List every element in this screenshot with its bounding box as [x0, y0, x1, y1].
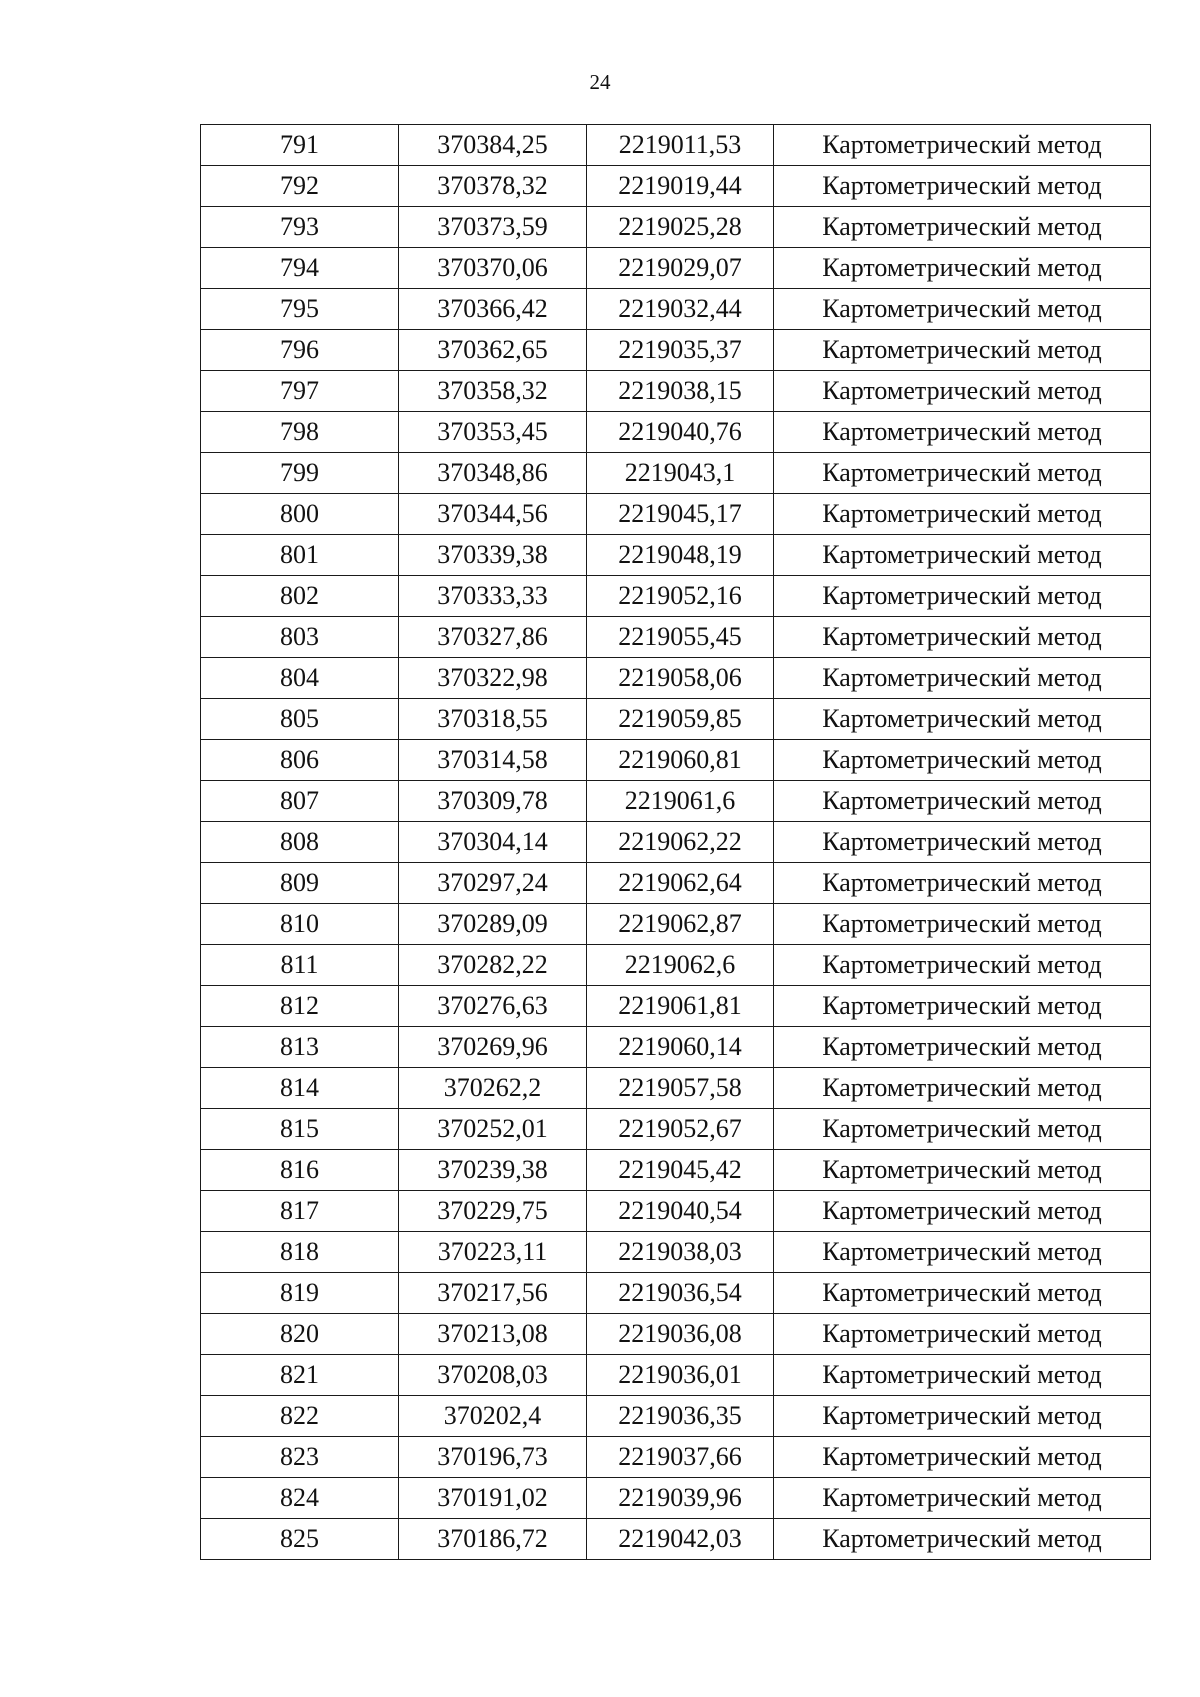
x-coordinate-cell: 370191,02: [399, 1478, 587, 1519]
y-coordinate-cell: 2219042,03: [587, 1519, 774, 1560]
y-coordinate-cell: 2219062,64: [587, 863, 774, 904]
method-cell: Картометрический метод: [774, 1355, 1151, 1396]
y-coordinate-cell: 2219059,85: [587, 699, 774, 740]
point-number-cell: 810: [201, 904, 399, 945]
coordinates-table-body: [201, 125, 1151, 1560]
x-coordinate-cell: 370252,01: [399, 1109, 587, 1150]
table-row: [201, 1027, 1151, 1068]
method-cell: Картометрический метод: [774, 904, 1151, 945]
point-number-cell: 806: [201, 740, 399, 781]
x-coordinate-cell: 370339,38: [399, 535, 587, 576]
x-coordinate-cell: 370314,58: [399, 740, 587, 781]
y-coordinate-cell: 2219036,54: [587, 1273, 774, 1314]
x-coordinate-cell: 370353,45: [399, 412, 587, 453]
y-coordinate-cell: 2219055,45: [587, 617, 774, 658]
method-cell: Картометрический метод: [774, 822, 1151, 863]
point-number-cell: 804: [201, 658, 399, 699]
x-coordinate-cell: 370213,08: [399, 1314, 587, 1355]
y-coordinate-cell: 2219052,67: [587, 1109, 774, 1150]
x-coordinate-cell: 370186,72: [399, 1519, 587, 1560]
point-number-cell: 817: [201, 1191, 399, 1232]
x-coordinate-cell: 370223,11: [399, 1232, 587, 1273]
x-coordinate-cell: 370318,55: [399, 699, 587, 740]
x-coordinate-cell: 370322,98: [399, 658, 587, 699]
point-number-cell: 825: [201, 1519, 399, 1560]
point-number-cell: 792: [201, 166, 399, 207]
point-number-cell: 799: [201, 453, 399, 494]
table-row: [201, 1314, 1151, 1355]
x-coordinate-cell: 370370,06: [399, 248, 587, 289]
method-cell: Картометрический метод: [774, 1027, 1151, 1068]
y-coordinate-cell: 2219035,37: [587, 330, 774, 371]
x-coordinate-cell: 370304,14: [399, 822, 587, 863]
page-number: 24: [589, 70, 611, 94]
table-row: [201, 125, 1151, 166]
x-coordinate-cell: 370378,32: [399, 166, 587, 207]
x-coordinate-cell: 370297,24: [399, 863, 587, 904]
table-row: [201, 1273, 1151, 1314]
point-number-cell: 819: [201, 1273, 399, 1314]
table-row: [201, 1191, 1151, 1232]
point-number-cell: 813: [201, 1027, 399, 1068]
point-number-cell: 815: [201, 1109, 399, 1150]
y-coordinate-cell: 2219062,87: [587, 904, 774, 945]
point-number-cell: 820: [201, 1314, 399, 1355]
method-cell: Картометрический метод: [774, 576, 1151, 617]
method-cell: Картометрический метод: [774, 1478, 1151, 1519]
table-row: [201, 371, 1151, 412]
x-coordinate-cell: 370202,4: [399, 1396, 587, 1437]
y-coordinate-cell: 2219062,22: [587, 822, 774, 863]
table-row: [201, 166, 1151, 207]
point-number-cell: 795: [201, 289, 399, 330]
table-row: [201, 904, 1151, 945]
y-coordinate-cell: 2219061,6: [587, 781, 774, 822]
table-row: [201, 740, 1151, 781]
x-coordinate-cell: 370269,96: [399, 1027, 587, 1068]
x-coordinate-cell: 370373,59: [399, 207, 587, 248]
point-number-cell: 800: [201, 494, 399, 535]
x-coordinate-cell: 370384,25: [399, 125, 587, 166]
method-cell: Картометрический метод: [774, 1232, 1151, 1273]
y-coordinate-cell: 2219040,76: [587, 412, 774, 453]
table-row: [201, 986, 1151, 1027]
table-row: [201, 207, 1151, 248]
point-number-cell: 816: [201, 1150, 399, 1191]
point-number-cell: 818: [201, 1232, 399, 1273]
table-row: [201, 535, 1151, 576]
method-cell: Картометрический метод: [774, 1191, 1151, 1232]
y-coordinate-cell: 2219011,53: [587, 125, 774, 166]
x-coordinate-cell: 370196,73: [399, 1437, 587, 1478]
method-cell: Картометрический метод: [774, 1068, 1151, 1109]
x-coordinate-cell: 370309,78: [399, 781, 587, 822]
y-coordinate-cell: 2219058,06: [587, 658, 774, 699]
y-coordinate-cell: 2219038,03: [587, 1232, 774, 1273]
table-row: [201, 1355, 1151, 1396]
table-row: [201, 1396, 1151, 1437]
table-row: [201, 1232, 1151, 1273]
point-number-cell: 798: [201, 412, 399, 453]
y-coordinate-cell: 2219025,28: [587, 207, 774, 248]
x-coordinate-cell: 370344,56: [399, 494, 587, 535]
point-number-cell: 822: [201, 1396, 399, 1437]
point-number-cell: 808: [201, 822, 399, 863]
y-coordinate-cell: 2219052,16: [587, 576, 774, 617]
point-number-cell: 807: [201, 781, 399, 822]
method-cell: Картометрический метод: [774, 617, 1151, 658]
y-coordinate-cell: 2219061,81: [587, 986, 774, 1027]
table-row: [201, 330, 1151, 371]
y-coordinate-cell: 2219057,58: [587, 1068, 774, 1109]
method-cell: Картометрический метод: [774, 412, 1151, 453]
y-coordinate-cell: 2219060,81: [587, 740, 774, 781]
point-number-cell: 794: [201, 248, 399, 289]
table-row: [201, 412, 1151, 453]
point-number-cell: 821: [201, 1355, 399, 1396]
method-cell: Картометрический метод: [774, 1150, 1151, 1191]
table-row: [201, 289, 1151, 330]
method-cell: Картометрический метод: [774, 1109, 1151, 1150]
point-number-cell: 802: [201, 576, 399, 617]
table-row: [201, 863, 1151, 904]
point-number-cell: 809: [201, 863, 399, 904]
method-cell: Картометрический метод: [774, 781, 1151, 822]
table-row: [201, 1109, 1151, 1150]
point-number-cell: 814: [201, 1068, 399, 1109]
y-coordinate-cell: 2219036,08: [587, 1314, 774, 1355]
method-cell: Картометрический метод: [774, 166, 1151, 207]
y-coordinate-cell: 2219038,15: [587, 371, 774, 412]
point-number-cell: 811: [201, 945, 399, 986]
x-coordinate-cell: 370282,22: [399, 945, 587, 986]
method-cell: Картометрический метод: [774, 207, 1151, 248]
x-coordinate-cell: 370358,32: [399, 371, 587, 412]
x-coordinate-cell: 370276,63: [399, 986, 587, 1027]
point-number-cell: 793: [201, 207, 399, 248]
method-cell: Картометрический метод: [774, 863, 1151, 904]
y-coordinate-cell: 2219019,44: [587, 166, 774, 207]
x-coordinate-cell: 370366,42: [399, 289, 587, 330]
method-cell: Картометрический метод: [774, 248, 1151, 289]
method-cell: Картометрический метод: [774, 330, 1151, 371]
table-row: [201, 1437, 1151, 1478]
method-cell: Картометрический метод: [774, 1314, 1151, 1355]
point-number-cell: 803: [201, 617, 399, 658]
table-row: [201, 699, 1151, 740]
y-coordinate-cell: 2219029,07: [587, 248, 774, 289]
method-cell: Картометрический метод: [774, 1396, 1151, 1437]
method-cell: Картометрический метод: [774, 740, 1151, 781]
table-row: [201, 453, 1151, 494]
coordinates-table: [200, 124, 1151, 1560]
method-cell: Картометрический метод: [774, 535, 1151, 576]
point-number-cell: 801: [201, 535, 399, 576]
table-row: [201, 658, 1151, 699]
point-number-cell: 823: [201, 1437, 399, 1478]
point-number-cell: 796: [201, 330, 399, 371]
y-coordinate-cell: 2219062,6: [587, 945, 774, 986]
y-coordinate-cell: 2219036,01: [587, 1355, 774, 1396]
table-row: [201, 1150, 1151, 1191]
method-cell: Картометрический метод: [774, 945, 1151, 986]
table-row: [201, 576, 1151, 617]
point-number-cell: 824: [201, 1478, 399, 1519]
table-row: [201, 617, 1151, 658]
method-cell: Картометрический метод: [774, 1273, 1151, 1314]
point-number-cell: 805: [201, 699, 399, 740]
x-coordinate-cell: 370327,86: [399, 617, 587, 658]
method-cell: Картометрический метод: [774, 658, 1151, 699]
y-coordinate-cell: 2219045,42: [587, 1150, 774, 1191]
method-cell: Картометрический метод: [774, 1519, 1151, 1560]
table-row: [201, 1519, 1151, 1560]
y-coordinate-cell: 2219037,66: [587, 1437, 774, 1478]
x-coordinate-cell: 370333,33: [399, 576, 587, 617]
table-row: [201, 248, 1151, 289]
method-cell: Картометрический метод: [774, 289, 1151, 330]
x-coordinate-cell: 370239,38: [399, 1150, 587, 1191]
x-coordinate-cell: 370262,2: [399, 1068, 587, 1109]
y-coordinate-cell: 2219036,35: [587, 1396, 774, 1437]
table-row: [201, 822, 1151, 863]
point-number-cell: 812: [201, 986, 399, 1027]
x-coordinate-cell: 370217,56: [399, 1273, 587, 1314]
x-coordinate-cell: 370289,09: [399, 904, 587, 945]
method-cell: Картометрический метод: [774, 1437, 1151, 1478]
table-row: [201, 494, 1151, 535]
table-row: [201, 1068, 1151, 1109]
x-coordinate-cell: 370348,86: [399, 453, 587, 494]
x-coordinate-cell: 370208,03: [399, 1355, 587, 1396]
x-coordinate-cell: 370362,65: [399, 330, 587, 371]
point-number-cell: 791: [201, 125, 399, 166]
y-coordinate-cell: 2219039,96: [587, 1478, 774, 1519]
table-row: [201, 781, 1151, 822]
point-number-cell: 797: [201, 371, 399, 412]
method-cell: Картометрический метод: [774, 453, 1151, 494]
method-cell: Картометрический метод: [774, 494, 1151, 535]
method-cell: Картометрический метод: [774, 986, 1151, 1027]
y-coordinate-cell: 2219060,14: [587, 1027, 774, 1068]
y-coordinate-cell: 2219043,1: [587, 453, 774, 494]
y-coordinate-cell: 2219040,54: [587, 1191, 774, 1232]
method-cell: Картометрический метод: [774, 699, 1151, 740]
y-coordinate-cell: 2219032,44: [587, 289, 774, 330]
y-coordinate-cell: 2219048,19: [587, 535, 774, 576]
y-coordinate-cell: 2219045,17: [587, 494, 774, 535]
method-cell: Картометрический метод: [774, 371, 1151, 412]
method-cell: Картометрический метод: [774, 125, 1151, 166]
table-row: [201, 945, 1151, 986]
x-coordinate-cell: 370229,75: [399, 1191, 587, 1232]
table-row: [201, 1478, 1151, 1519]
